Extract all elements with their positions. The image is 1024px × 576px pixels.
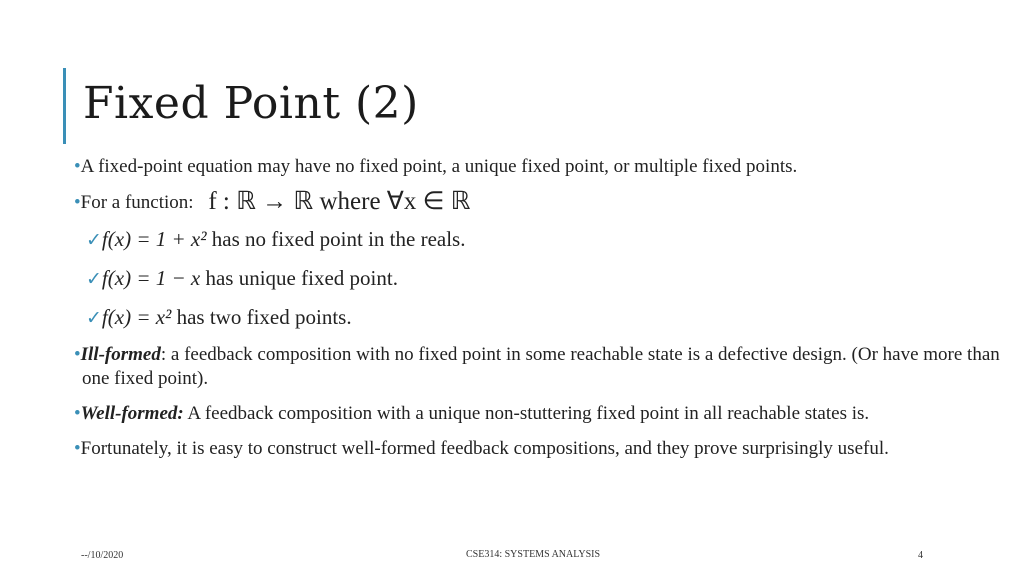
sub-bullet-item [86, 226, 1010, 253]
bullet-item [70, 437, 1010, 461]
term-well-formed: Well-formed: [80, 403, 184, 424]
bullet-icon: • [74, 156, 81, 177]
math-expression: f(x) = 1 + x² [101, 227, 207, 251]
checkmark-icon: ✓ [86, 268, 102, 290]
function-signature-formula: f : ℝ → ℝ where ∀x ∈ ℝ [208, 188, 471, 215]
bullet-text: Fortunately, it is easy to construct well-formed feedback compositions, and they prove surprisingly useful. [80, 438, 889, 459]
bullet-icon: • [74, 438, 81, 459]
checkmark-icon: ✓ [86, 307, 102, 329]
bullet-icon: • [74, 403, 81, 424]
footer-course: CSE314: SYSTEMS ANALYSIS [466, 549, 601, 560]
sub-bullet-text: has unique fixed point. [205, 266, 398, 290]
sub-bullet-item [86, 304, 1010, 331]
sub-bullet-text: has no fixed point in the reals. [211, 227, 466, 251]
bullet-text: A feedback composition with a unique non-stuttering fixed point in all reachable states is. [183, 403, 870, 424]
bullet-icon: • [74, 192, 81, 213]
bullet-text: For a function: [80, 192, 194, 213]
checkmark-icon: ✓ [86, 229, 102, 251]
bullet-item [70, 155, 1010, 179]
sub-bullet-item [86, 265, 1010, 292]
bullet-item [70, 402, 1010, 426]
term-ill-formed: Ill-formed [80, 344, 161, 365]
bullet-text: A fixed-point equation may have no fixed point, a unique fixed point, or multiple fixed points. [80, 156, 798, 177]
sub-bullet-text: has two fixed points. [176, 305, 352, 329]
bullet-icon: • [74, 344, 81, 365]
slide-body [70, 155, 1010, 472]
title-accent-bar [63, 68, 66, 144]
slide-title: Fixed Point (2) [83, 78, 419, 129]
math-expression: f(x) = 1 − x [101, 266, 201, 290]
bullet-text: : a feedback composition with no fixed point in some reachable state is a defective design. (Or have more than one fixed point). [82, 344, 1000, 389]
footer-date: --/10/2020 [81, 550, 124, 561]
bullet-item [70, 343, 1010, 391]
footer-page-number: 4 [918, 550, 923, 561]
math-expression: f(x) = x² [101, 305, 172, 329]
bullet-item [70, 190, 1010, 215]
